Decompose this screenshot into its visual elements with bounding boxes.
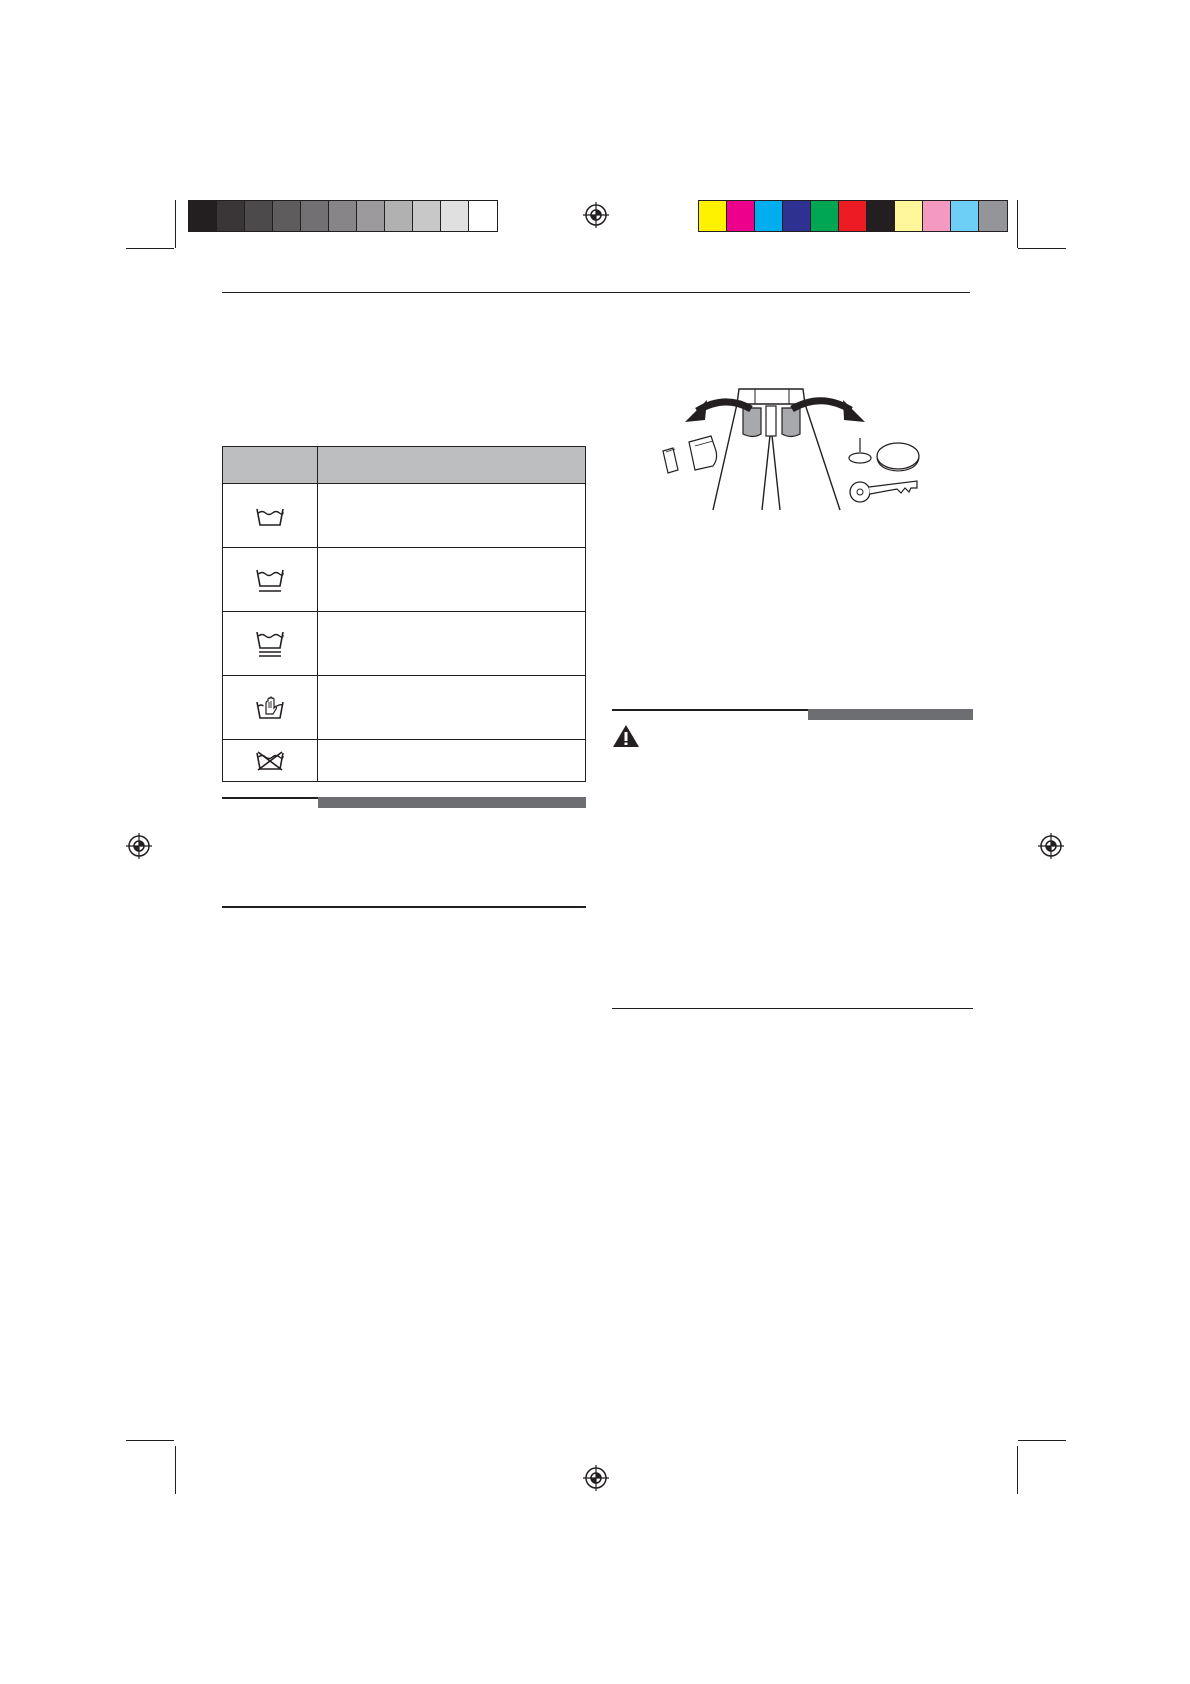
color-swatch (979, 201, 1007, 231)
empty-pockets-illustration (655, 386, 930, 512)
crop-mark-top-right-h (1018, 248, 1066, 249)
section-end-rule-left (222, 906, 586, 908)
symbol-cell (223, 548, 318, 612)
registration-mark-icon (1038, 833, 1064, 859)
symbol-cell (223, 484, 318, 548)
gray-calibration-bar (188, 200, 498, 232)
gray-swatch (189, 201, 217, 231)
color-swatch (811, 201, 839, 231)
gray-swatch (441, 201, 469, 231)
color-swatch (951, 201, 979, 231)
care-symbols-table (222, 446, 586, 782)
hand-wash-icon (255, 695, 285, 721)
color-swatch (727, 201, 755, 231)
color-calibration-bar (698, 200, 1008, 232)
table-row (223, 676, 586, 740)
crop-mark-bottom-right-h (1018, 1440, 1066, 1441)
crop-mark-top-left-h (126, 248, 174, 249)
symbol-cell (223, 676, 318, 740)
table-header-description (318, 447, 586, 484)
wash-gentle-icon (255, 566, 285, 594)
header-rule (222, 292, 970, 293)
description-cell (318, 676, 586, 740)
color-swatch (839, 201, 867, 231)
gray-swatch (301, 201, 329, 231)
color-swatch (755, 201, 783, 231)
symbol-cell (223, 612, 318, 676)
gray-swatch (469, 201, 497, 231)
section-heading-bar-left (318, 797, 586, 808)
gray-swatch (245, 201, 273, 231)
color-swatch (783, 201, 811, 231)
wash-normal-icon (255, 504, 285, 528)
table-row (223, 548, 586, 612)
color-swatch (699, 201, 727, 231)
crop-mark-top-left-v (175, 200, 176, 248)
section-end-rule-right (612, 1008, 973, 1009)
description-cell (318, 484, 586, 548)
description-cell (318, 740, 586, 782)
gray-swatch (217, 201, 245, 231)
table-header-symbol (223, 447, 318, 484)
table-row (223, 740, 586, 782)
color-swatch (923, 201, 951, 231)
gray-swatch (385, 201, 413, 231)
crop-mark-bottom-left-v (175, 1446, 176, 1494)
crop-mark-bottom-right-v (1017, 1446, 1018, 1494)
gray-swatch (329, 201, 357, 231)
crop-mark-top-right-v (1017, 200, 1018, 248)
wash-very-gentle-icon (255, 628, 285, 660)
registration-mark-icon (583, 202, 609, 228)
table-row (223, 484, 586, 548)
description-cell (318, 548, 586, 612)
section-divider-right (612, 709, 808, 711)
gray-swatch (357, 201, 385, 231)
registration-mark-icon (126, 833, 152, 859)
symbol-cell (223, 740, 318, 782)
crop-mark-bottom-left-h (126, 1440, 174, 1441)
do-not-wash-icon (255, 749, 285, 773)
gray-swatch (413, 201, 441, 231)
registration-mark-icon (583, 1465, 609, 1491)
section-heading-bar-right (808, 709, 973, 720)
description-cell (318, 612, 586, 676)
color-swatch (867, 201, 895, 231)
table-row (223, 612, 586, 676)
gray-swatch (273, 201, 301, 231)
section-divider-left (222, 797, 318, 799)
warning-triangle-icon (612, 724, 640, 748)
color-swatch (895, 201, 923, 231)
